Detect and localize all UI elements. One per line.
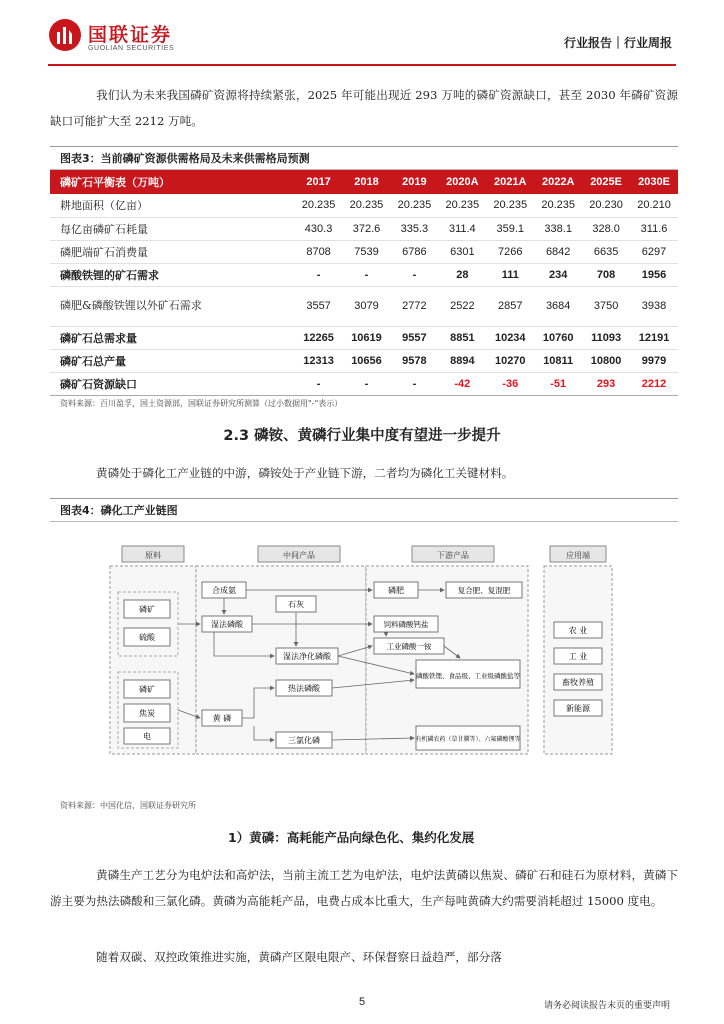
table-cell: 2522 [438, 286, 486, 326]
table-cell: 20.235 [343, 194, 391, 217]
table-cell: - [295, 263, 343, 286]
table-header-cell: 2021A [486, 170, 534, 194]
svg-text:电: 电 [143, 732, 151, 741]
logo-text-en: GUOLIAN SECURITIES [88, 45, 175, 52]
mid-box-wet-acid [202, 616, 252, 632]
table-cell: 359.1 [486, 217, 534, 240]
column-header-down [412, 546, 494, 562]
table-cell: 2857 [486, 286, 534, 326]
row-label: 磷矿石资源缺口 [50, 372, 295, 395]
table-cell: 20.210 [630, 194, 678, 217]
table-cell: 3750 [582, 286, 630, 326]
table-header-cell: 磷矿石平衡表（万吨） [50, 170, 295, 194]
mid-box-phosphorus-trichloride [276, 732, 332, 748]
table-cell: 3557 [295, 286, 343, 326]
svg-text:原料: 原料 [145, 551, 161, 560]
table-cell: 11093 [582, 326, 630, 349]
svg-text:新能源: 新能源 [566, 704, 590, 713]
table-cell: 20.235 [295, 194, 343, 217]
table-cell: 3684 [534, 286, 582, 326]
table-cell: 8894 [438, 349, 486, 372]
table-cell: 293 [582, 372, 630, 395]
table-cell: 9979 [630, 349, 678, 372]
raw-box-coke [124, 704, 170, 722]
table-cell: 10656 [343, 349, 391, 372]
app-box-new-energy [554, 700, 602, 716]
table-row [50, 194, 678, 217]
report-type: 行业报告｜行业周报 [563, 36, 672, 50]
svg-text:应用端: 应用端 [566, 551, 590, 560]
svg-text:合成氨: 合成氨 [212, 586, 236, 595]
figure4-title: 图表4：磷化工产业链图 [50, 498, 678, 522]
table-cell: 9578 [390, 349, 438, 372]
down-box-fertilizer [374, 582, 418, 598]
down-box-industrial-map [374, 638, 444, 654]
table-cell: - [343, 372, 391, 395]
subsection-title: 1）黄磷：高耗能产品向绿色化、集约化发展 [228, 830, 475, 845]
row-label: 磷矿石总产量 [50, 349, 295, 372]
table-row [50, 263, 678, 286]
table-row [50, 217, 678, 240]
row-label: 磷酸铁锂的矿石需求 [50, 263, 295, 286]
raw-box-electricity [124, 728, 170, 744]
row-label: 磷肥&磷酸铁锂以外矿石需求 [50, 286, 295, 326]
svg-text:湿法净化磷酸: 湿法净化磷酸 [283, 652, 331, 661]
table-cell: 10270 [486, 349, 534, 372]
disclaimer-note: 请务必阅读报告末页的重要声明 [543, 1001, 670, 1011]
table-row [50, 326, 678, 349]
table-cell: 6635 [582, 240, 630, 263]
subsection-paragraph-1: 黄磷生产工艺分为电炉法和高炉法，当前主流工艺为电炉法，电炉法黄磷以焦炭、磷矿石和硅石为原材料，黄磷下游主要为热法磷酸和三氯化磷。黄磷为高能耗产品，电费占成本比重大，生产每吨黄磷大约需要消耗超过 15000 度电。 [50, 868, 678, 908]
mid-box-thermal-acid [276, 680, 332, 696]
table-row [50, 240, 678, 263]
table-cell: - [343, 263, 391, 286]
table-header-cell: 2017 [295, 170, 343, 194]
mid-box-lime [276, 596, 316, 612]
phosphate-balance-table [50, 170, 678, 396]
table-cell: 430.3 [295, 217, 343, 240]
table-cell: -36 [486, 372, 534, 395]
figure4-source: 资料来源：中国化信，国联证券研究所 [60, 801, 196, 810]
table-header-cell: 2025E [582, 170, 630, 194]
table-cell: -51 [534, 372, 582, 395]
intro-paragraph: 我们认为未来我国磷矿资源将持续紧张，2025 年可能出现近 293 万吨的磷矿资源缺口，甚至 2030 年磷矿资源缺口可能扩大至 2212 万吨。 [50, 88, 678, 128]
table-cell: 338.1 [534, 217, 582, 240]
table-cell: 10760 [534, 326, 582, 349]
chain-diagram-svg [50, 530, 678, 780]
logo-mark-icon [48, 18, 82, 52]
row-label: 耕地面积（亿亩） [50, 194, 295, 217]
figure3-title: 图表3：当前磷矿资源供需格局及未来供需格局预测 [50, 146, 678, 170]
column-header-mid [258, 546, 340, 562]
table-cell: 3079 [343, 286, 391, 326]
table-cell: 6301 [438, 240, 486, 263]
table-cell: 311.6 [630, 217, 678, 240]
header-divider [48, 64, 676, 66]
table-cell: 708 [582, 263, 630, 286]
table-cell: -42 [438, 372, 486, 395]
table-cell: 6297 [630, 240, 678, 263]
app-box-agriculture [554, 622, 602, 638]
svg-text:硫酸: 硫酸 [139, 633, 155, 642]
column-header-raw [122, 546, 184, 562]
table-cell: 12265 [295, 326, 343, 349]
table-cell: - [295, 372, 343, 395]
subsection-paragraph-2: 随着双碳、双控政策推进实施，黄磷产区限电限产、环保督察日益趋严，部分落 [96, 950, 502, 964]
svg-text:下游产品: 下游产品 [437, 551, 469, 560]
table-cell: - [390, 263, 438, 286]
svg-text:磷酸铁锂、食品级、工业级磷酸盐等: 磷酸铁锂、食品级、工业级磷酸盐等 [416, 672, 520, 680]
table-cell: 111 [486, 263, 534, 286]
raw-box-phosphate-rock-2 [124, 680, 170, 698]
svg-text:热法磷酸: 热法磷酸 [288, 684, 320, 693]
table-header-cell: 2030E [630, 170, 678, 194]
table-row [50, 372, 678, 395]
table-cell: 20.235 [486, 194, 534, 217]
row-label: 每亿亩磷矿石耗量 [50, 217, 295, 240]
table-row [50, 349, 678, 372]
svg-text:农 业: 农 业 [568, 626, 588, 635]
table-cell: 7266 [486, 240, 534, 263]
mid-box-yellow-phosphorus [202, 710, 242, 726]
table-cell: 311.4 [438, 217, 486, 240]
row-label: 磷矿石总需求量 [50, 326, 295, 349]
table-cell: 10619 [343, 326, 391, 349]
table-cell: 8851 [438, 326, 486, 349]
table-cell: 10811 [534, 349, 582, 372]
figure3-source: 资料来源：百川盈孚，国土资源部，国联证券研究所测算（过小数据用"-"表示） [60, 399, 343, 408]
app-box-livestock [554, 674, 602, 690]
table-header-row [50, 170, 678, 194]
table-cell: 3938 [630, 286, 678, 326]
table-cell: 234 [534, 263, 582, 286]
page-header [0, 0, 724, 66]
row-label: 磷肥端矿石消费量 [50, 240, 295, 263]
table-cell: 20.235 [390, 194, 438, 217]
svg-text:三氯化磷: 三氯化磷 [288, 736, 320, 745]
table-cell: 20.235 [438, 194, 486, 217]
table-row [50, 286, 678, 326]
table-cell: - [390, 372, 438, 395]
table-cell: 6842 [534, 240, 582, 263]
table-cell: 28 [438, 263, 486, 286]
svg-text:中间产品: 中间产品 [283, 551, 315, 560]
table-cell: 2212 [630, 372, 678, 395]
down-box-feed-phosphate [374, 616, 438, 632]
page-number: 5 [358, 996, 366, 1008]
table-cell: 2772 [390, 286, 438, 326]
raw-box-phosphate-rock-1 [124, 600, 170, 618]
table-cell: 10800 [582, 349, 630, 372]
svg-text:磷矿: 磷矿 [139, 685, 155, 694]
table-cell: 9557 [390, 326, 438, 349]
table-header-cell: 2022A [534, 170, 582, 194]
svg-text:有机磷农药（草甘膦等）、六氟磷酸锂等: 有机磷农药（草甘膦等）、六氟磷酸锂等 [415, 736, 521, 743]
svg-text:黄 磷: 黄 磷 [212, 714, 232, 723]
svg-text:复合肥、复混肥: 复合肥、复混肥 [457, 586, 511, 595]
table-cell: 328.0 [582, 217, 630, 240]
table-cell: 7539 [343, 240, 391, 263]
table-cell: 10234 [486, 326, 534, 349]
svg-text:湿法磷酸: 湿法磷酸 [211, 620, 243, 629]
raw-box-sulfuric-acid [124, 628, 170, 646]
table-header-cell: 2019 [390, 170, 438, 194]
table-cell: 12313 [295, 349, 343, 372]
svg-text:工 业: 工 业 [568, 652, 588, 661]
mid-box-wet-purified-acid [276, 648, 338, 664]
table-cell: 20.235 [534, 194, 582, 217]
svg-text:磷矿: 磷矿 [139, 605, 155, 614]
section-paragraph: 黄磷处于磷化工产业链的中游，磷铵处于产业链下游，二者均为磷化工关键材料。 [96, 466, 514, 480]
table-cell: 6786 [390, 240, 438, 263]
svg-text:磷肥: 磷肥 [388, 586, 404, 595]
section-title: 2.3 磷铵、黄磷行业集中度有望进一步提升 [223, 428, 501, 444]
table-cell: 1956 [630, 263, 678, 286]
logo-text-cn: 国联证券 [88, 24, 173, 46]
company-logo [48, 18, 188, 58]
table-cell: 20.230 [582, 194, 630, 217]
table-cell: 335.3 [390, 217, 438, 240]
down-box-pesticides [415, 726, 520, 750]
svg-text:焦炭: 焦炭 [139, 709, 155, 718]
svg-text:饲料磷酸钙盐: 饲料磷酸钙盐 [383, 620, 429, 629]
table-cell: 12191 [630, 326, 678, 349]
column-header-app [550, 546, 606, 562]
svg-text:畜牧养殖: 畜牧养殖 [562, 678, 594, 687]
table-cell: 372.6 [343, 217, 391, 240]
svg-text:石灰: 石灰 [288, 600, 304, 609]
table-header-cell: 2018 [343, 170, 391, 194]
mid-box-synthetic-ammonia [202, 582, 246, 598]
down-box-compound-fertilizer [446, 582, 522, 598]
table-cell: 8708 [295, 240, 343, 263]
phosphorus-chain-diagram [50, 530, 678, 780]
svg-text:工业磷酸一铵: 工业磷酸一铵 [386, 642, 432, 651]
down-box-lfp-phosphates [416, 660, 521, 688]
table-header-cell: 2020A [438, 170, 486, 194]
app-box-industry [554, 648, 602, 664]
